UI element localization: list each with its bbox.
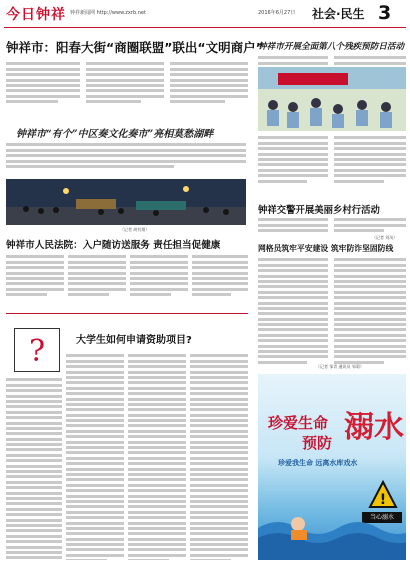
masthead bbox=[0, 0, 410, 30]
top-headline: 钟祥市：阳春大街“商圈联盟”联出“文明商户” bbox=[6, 40, 264, 55]
svg-text:?: ? bbox=[28, 334, 46, 369]
court-col2 bbox=[68, 253, 126, 307]
college-top-rule bbox=[6, 313, 248, 314]
section-title: 社会·民生 bbox=[312, 7, 365, 21]
grid-col1 bbox=[258, 256, 328, 364]
court-col1 bbox=[6, 253, 64, 307]
newspaper-logo: 今日钟祥 bbox=[6, 7, 66, 23]
college-col4 bbox=[190, 352, 248, 560]
police-col2 bbox=[334, 216, 406, 236]
top-byline: （记者 胡有翔） bbox=[120, 227, 150, 232]
warning-sign-label: 当心溺水 bbox=[362, 512, 402, 523]
grid-byline: （记者 邹青 通讯员 邹莉） bbox=[316, 364, 364, 369]
grid-col2 bbox=[334, 256, 406, 364]
top-article-col3 bbox=[170, 60, 248, 120]
court-col4 bbox=[192, 253, 248, 307]
culture-market-body bbox=[6, 141, 246, 175]
drowning-prevention-poster bbox=[258, 374, 406, 560]
college-col1 bbox=[6, 376, 62, 560]
top-article-col1 bbox=[6, 60, 80, 120]
college-headline: 大学生如何申请资助项目? bbox=[76, 335, 192, 346]
poster-line1: 珍爱生命 bbox=[268, 414, 329, 432]
masthead-rule bbox=[4, 27, 406, 28]
disability-day-headline: 钟祥市开展全面第八个残疾预防日活动 bbox=[258, 42, 405, 52]
police-col1 bbox=[258, 216, 328, 236]
court-headline: 钟祥市人民法院：入户随访送服务 责任担当促健康 bbox=[6, 240, 221, 251]
night-market-photo bbox=[6, 179, 246, 225]
top-article-col2 bbox=[86, 60, 164, 120]
college-col2 bbox=[66, 352, 124, 560]
culture-market-headline: 钟祥市“有个”中区奏文化奏市”亮相莫愁湖畔 bbox=[16, 129, 214, 140]
police-byline: （记者 刘凤） bbox=[372, 235, 398, 240]
right-mid-col2 bbox=[334, 134, 406, 194]
court-col3 bbox=[130, 253, 188, 307]
swimmer-wave-illustration bbox=[258, 504, 406, 560]
question-mark-icon bbox=[14, 328, 60, 372]
poster-slogan: 珍爱我生命 远离水库戏水 bbox=[278, 459, 358, 467]
page-number: 3 bbox=[378, 2, 392, 24]
police-road-headline: 钟祥交警开展美丽乡村行活动 bbox=[258, 205, 380, 216]
disability-day-photo bbox=[258, 67, 406, 131]
poster-big-word: 溺水 bbox=[344, 410, 404, 445]
poster-line2: 预防 bbox=[302, 434, 333, 452]
edition-text: 钟祥新闻网 http://www.zxrb.net bbox=[70, 10, 146, 16]
grid-safety-headline: 网格员筑牢平安建设 筑牢防诈坚固防线 bbox=[258, 244, 394, 253]
svg-text:!: ! bbox=[379, 492, 387, 508]
right-mid-col1 bbox=[258, 134, 328, 194]
college-col3 bbox=[128, 352, 186, 560]
issue-date: 2016年6月27日 bbox=[258, 10, 296, 16]
